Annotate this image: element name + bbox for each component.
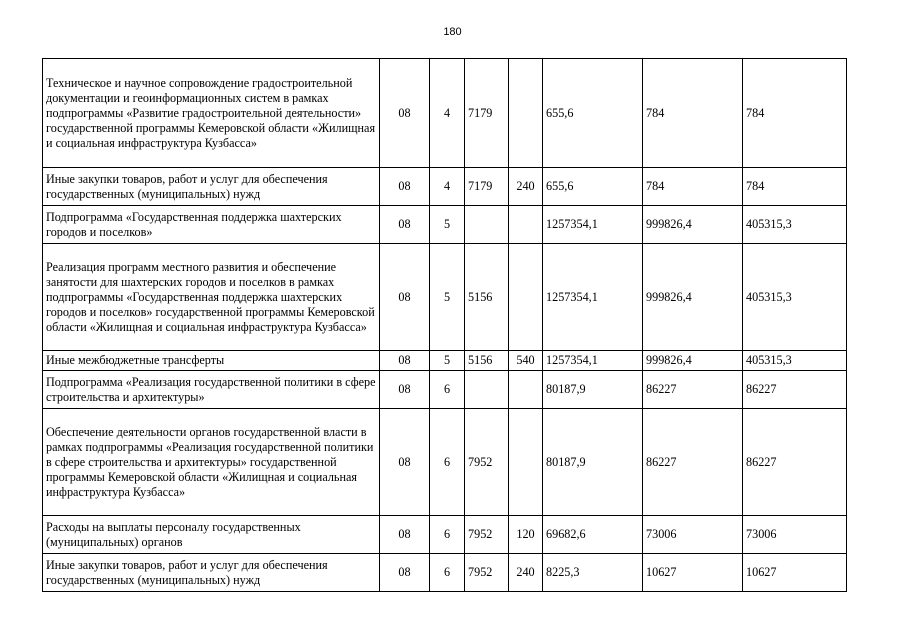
table-row <box>43 554 847 592</box>
amount-year-2-cell: 86227 <box>643 371 743 409</box>
amount-year-3-cell: 10627 <box>743 554 847 592</box>
amount-year-2-cell: 999826,4 <box>643 206 743 244</box>
amount-year-1-cell: 8225,3 <box>543 554 643 592</box>
amount-year-3-cell: 784 <box>743 59 847 168</box>
section-code-cell: 08 <box>380 351 430 371</box>
row-name-cell: Реализация программ местного развития и обеспечение занятости для шахтерских городов и поселков в рамках подпрограммы «Государственная поддержка шахтерских городов и поселков» государственной программы Кемеровской области «Жилищная и социальная инфраструктура Кузбасса» <box>43 244 380 351</box>
amount-year-3-cell: 405315,3 <box>743 244 847 351</box>
amount-year-1-cell: 655,6 <box>543 168 643 206</box>
subsection-code-cell: 4 <box>430 59 465 168</box>
amount-year-3-cell: 405315,3 <box>743 206 847 244</box>
expense-type-cell <box>509 244 543 351</box>
amount-year-3-cell: 86227 <box>743 371 847 409</box>
table-row <box>43 168 847 206</box>
subsection-code-cell: 5 <box>430 206 465 244</box>
amount-year-2-cell: 999826,4 <box>643 244 743 351</box>
budget-table-body <box>43 59 847 592</box>
amount-year-2-cell: 10627 <box>643 554 743 592</box>
subsection-code-cell: 6 <box>430 516 465 554</box>
amount-year-1-cell: 80187,9 <box>543 371 643 409</box>
subsection-code-cell: 5 <box>430 244 465 351</box>
amount-year-1-cell: 1257354,1 <box>543 351 643 371</box>
target-code-cell: 7952 <box>465 516 509 554</box>
target-code-cell: 5156 <box>465 351 509 371</box>
section-code-cell: 08 <box>380 168 430 206</box>
section-code-cell: 08 <box>380 371 430 409</box>
subsection-code-cell: 6 <box>430 409 465 516</box>
page-number: 180 <box>443 26 462 38</box>
row-name-cell: Иные закупки товаров, работ и услуг для обеспечения государственных (муниципальных) нужд <box>43 554 380 592</box>
section-code-cell: 08 <box>380 516 430 554</box>
target-code-cell: 7952 <box>465 554 509 592</box>
amount-year-2-cell: 784 <box>643 59 743 168</box>
table-row <box>43 516 847 554</box>
expense-type-cell: 240 <box>509 168 543 206</box>
amount-year-2-cell: 999826,4 <box>643 351 743 371</box>
table-row <box>43 351 847 371</box>
target-code-cell <box>465 371 509 409</box>
target-code-cell: 7179 <box>465 168 509 206</box>
expense-type-cell: 240 <box>509 554 543 592</box>
row-name-cell: Подпрограмма «Государственная поддержка шахтерских городов и поселков» <box>43 206 380 244</box>
expense-type-cell <box>509 409 543 516</box>
section-code-cell: 08 <box>380 554 430 592</box>
expense-type-cell: 540 <box>509 351 543 371</box>
subsection-code-cell: 4 <box>430 168 465 206</box>
table-row <box>43 244 847 351</box>
budget-table <box>42 58 847 592</box>
amount-year-3-cell: 73006 <box>743 516 847 554</box>
amount-year-1-cell: 69682,6 <box>543 516 643 554</box>
target-code-cell: 7179 <box>465 59 509 168</box>
row-name-cell: Техническое и научное сопровождение градостроительной документации и геоинформационных систем в рамках подпрограммы «Развитие градостроительной деятельности» государственной программы Кемеровской области «Жилищная и социальная инфраструктура Кузбасса» <box>43 59 380 168</box>
section-code-cell: 08 <box>380 59 430 168</box>
row-name-cell: Обеспечение деятельности органов государственной власти в рамках подпрограммы «Реализация государственной политики в сфере строительства и архитектуры» государственной программы Кемеровской области «Жилищная и социальная инфраструктура Кузбасса» <box>43 409 380 516</box>
target-code-cell: 7952 <box>465 409 509 516</box>
target-code-cell: 5156 <box>465 244 509 351</box>
subsection-code-cell: 5 <box>430 351 465 371</box>
expense-type-cell <box>509 371 543 409</box>
table-row <box>43 59 847 168</box>
amount-year-2-cell: 784 <box>643 168 743 206</box>
row-name-cell: Расходы на выплаты персоналу государственных (муниципальных) органов <box>43 516 380 554</box>
table-row <box>43 371 847 409</box>
subsection-code-cell: 6 <box>430 554 465 592</box>
amount-year-1-cell: 1257354,1 <box>543 244 643 351</box>
subsection-code-cell: 6 <box>430 371 465 409</box>
amount-year-3-cell: 784 <box>743 168 847 206</box>
row-name-cell: Иные закупки товаров, работ и услуг для обеспечения государственных (муниципальных) нужд <box>43 168 380 206</box>
amount-year-1-cell: 1257354,1 <box>543 206 643 244</box>
expense-type-cell: 120 <box>509 516 543 554</box>
expense-type-cell <box>509 206 543 244</box>
row-name-cell: Иные межбюджетные трансферты <box>43 351 380 371</box>
amount-year-3-cell: 86227 <box>743 409 847 516</box>
row-name-cell: Подпрограмма «Реализация государственной политики в сфере строительства и архитектуры» <box>43 371 380 409</box>
section-code-cell: 08 <box>380 409 430 516</box>
amount-year-2-cell: 86227 <box>643 409 743 516</box>
table-row <box>43 206 847 244</box>
amount-year-3-cell: 405315,3 <box>743 351 847 371</box>
amount-year-1-cell: 80187,9 <box>543 409 643 516</box>
table-row <box>43 409 847 516</box>
amount-year-2-cell: 73006 <box>643 516 743 554</box>
expense-type-cell <box>509 59 543 168</box>
target-code-cell <box>465 206 509 244</box>
section-code-cell: 08 <box>380 244 430 351</box>
amount-year-1-cell: 655,6 <box>543 59 643 168</box>
section-code-cell: 08 <box>380 206 430 244</box>
